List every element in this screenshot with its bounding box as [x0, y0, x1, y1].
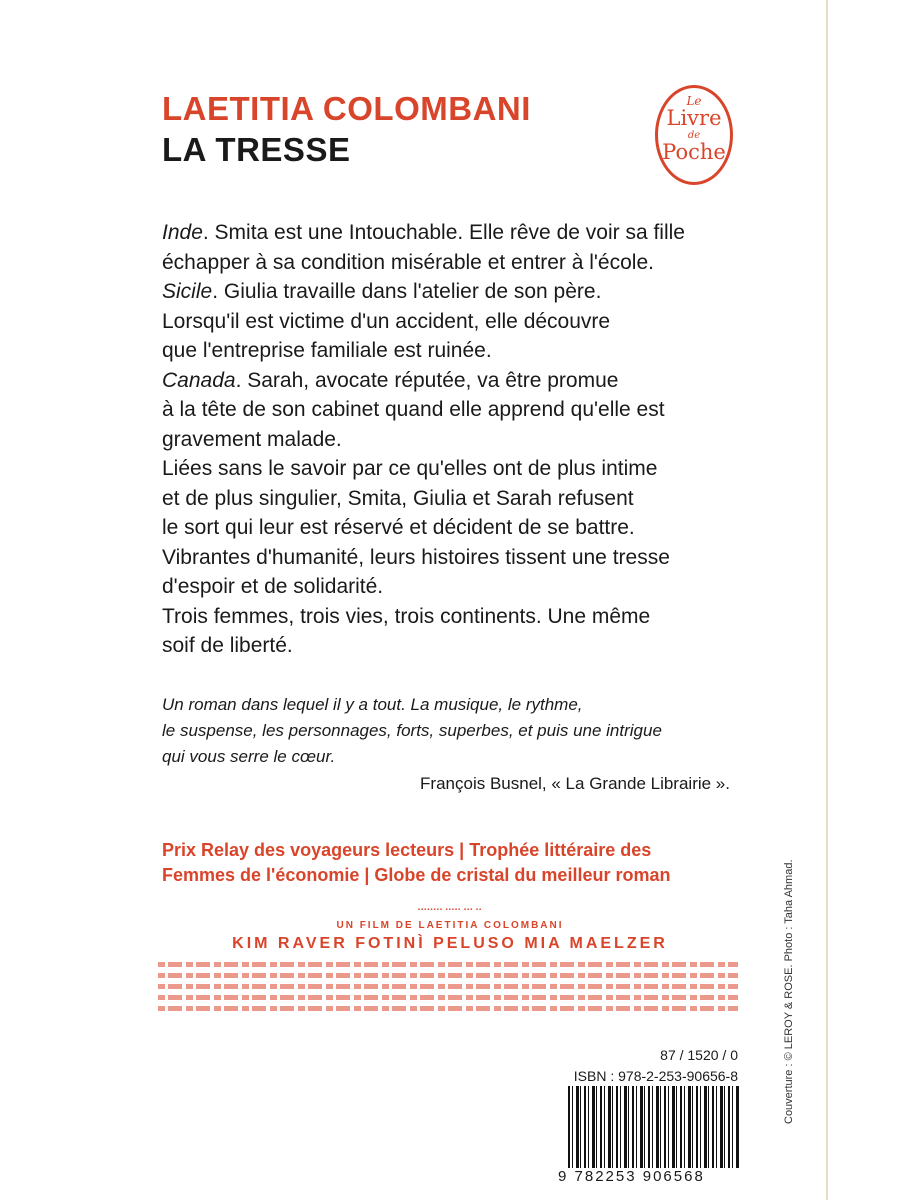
billing-line [158, 973, 738, 978]
synopsis-line: le sort qui leur est réservé et décident de se battre. [162, 516, 635, 539]
book-title: LA TRESSE [162, 131, 351, 168]
logo-word-livre: Livre [666, 106, 722, 130]
quote-line: le suspense, les personnages, forts, superbes, et puis une intrigue [162, 721, 662, 740]
synopsis-line: Sicile. Giulia travaille dans l'atelier de son père. [162, 280, 602, 303]
synopsis-line: et de plus singulier, Smita, Giulia et Sarah refusent [162, 486, 634, 510]
logo-word-poche: Poche [662, 140, 726, 164]
author-name: LAETITIA COLOMBANI [162, 90, 531, 127]
billing-line [158, 984, 738, 989]
barcode [568, 1086, 740, 1168]
film-billing-block [158, 962, 738, 1017]
synopsis-line: Inde. Smita est une Intouchable. Elle rêve de voir sa fille [162, 221, 685, 244]
synopsis-line: que l'entreprise familiale est ruinée. [162, 339, 492, 362]
place-name: Sicile [162, 280, 213, 303]
place-name: Canada [162, 368, 236, 392]
isbn: ISBN : 978-2-253-90656-8 [573, 1068, 738, 1084]
synopsis-line: Canada. Sarah, avocate réputée, va être promue [162, 368, 619, 392]
publisher-logo [655, 85, 733, 185]
logo-word-le: Le [686, 94, 702, 108]
film-credit: UN FILM DE LAETITIA COLOMBANI [336, 920, 564, 931]
synopsis-line: d'espoir et de solidarité. [162, 575, 384, 598]
synopsis-line: à la tête de son cabinet quand elle apprend qu'elle est [162, 398, 665, 421]
barcode-digits: 9 782253 906568 [558, 1168, 748, 1185]
page-edge [826, 0, 828, 1200]
film-cast: KIM RAVER FOTINÌ PELUSO MIA MAELZER [232, 935, 668, 952]
place-name: Inde [162, 221, 203, 244]
synopsis [162, 218, 762, 661]
film-presenters: ▪▪▪▪▪▪▪▪ ▪▪▪▪▪ ▪▪▪ ▪▪ [417, 907, 483, 913]
synopsis-line: Vibrantes d'humanité, leurs histoires tissent une tresse [162, 545, 670, 569]
billing-line [158, 962, 738, 967]
quote-attribution: François Busnel, « La Grande Librairie ». [420, 774, 730, 793]
synopsis-line: Liées sans le savoir par ce qu'elles ont de plus intime [162, 457, 658, 480]
press-quote [162, 692, 742, 770]
synopsis-line: gravement malade. [162, 427, 342, 451]
synopsis-line: Trois femmes, trois vies, trois continents. Une même [162, 604, 651, 628]
quote-line: Un roman dans lequel il y a tout. La musique, le rythme, [162, 695, 583, 714]
prizes [162, 838, 762, 888]
prizes-line: Prix Relay des voyageurs lecteurs | Trophée littéraire des [162, 840, 652, 860]
synopsis-line: Lorsqu'il est victime d'un accident, elle découvre [162, 309, 611, 333]
quote-line: qui vous serre le cœur. [162, 747, 336, 766]
synopsis-line: soif de liberté. [162, 634, 293, 657]
synopsis-line: échapper à sa condition misérable et entrer à l'école. [162, 250, 654, 274]
logo-word-de: de [687, 130, 701, 141]
billing-line [158, 1006, 738, 1011]
billing-line [158, 995, 738, 1000]
catalog-code: 87 / 1520 / 0 [660, 1047, 738, 1063]
prizes-line: Femmes de l'économie | Globe de cristal du meilleur roman [162, 865, 671, 885]
cover-credit: Couverture : © LEROY & ROSE. Photo : Taha Ahmad. [783, 859, 795, 1124]
